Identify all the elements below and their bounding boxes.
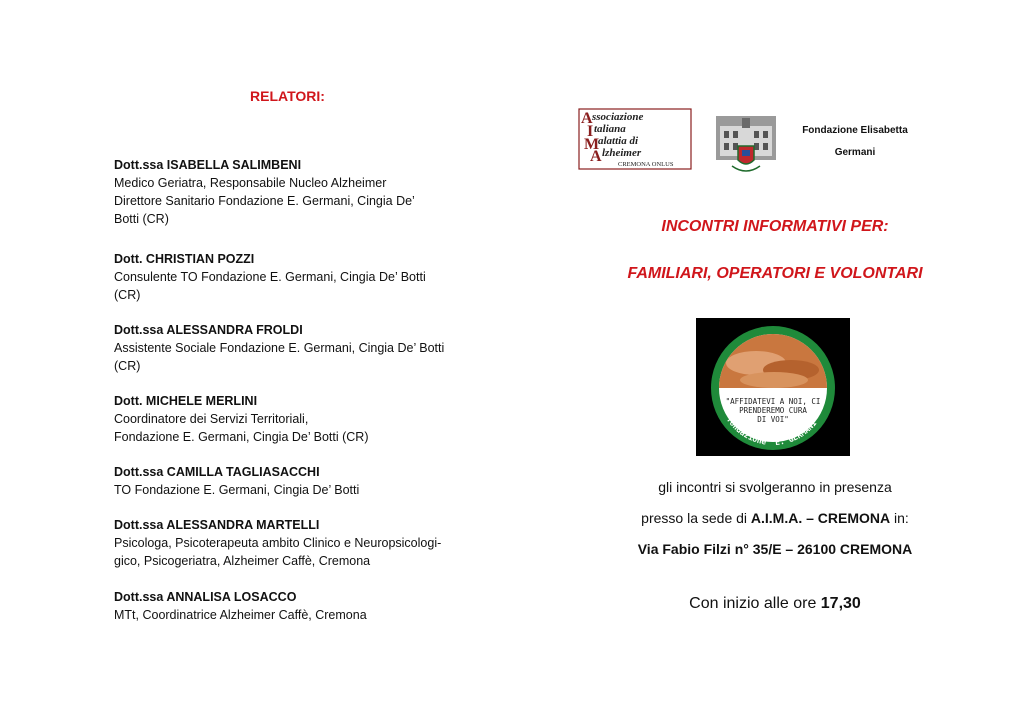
speaker-description: Psicologa, Psicoterapeuta ambito Clinico e Neuropsicologi- gico, Psicogeriatra, Alzheimer Caffè, Cremona: [114, 536, 442, 568]
speaker-description: Medico Geriatra, Responsabile Nucleo Alzheimer Direttore Sanitario Fondazione E. Germani, Cingia De’ Botti (CR): [114, 176, 415, 226]
speaker-description: Assistente Sociale Fondazione E. Germani, Cingia De’ Botti (CR): [114, 341, 445, 373]
fondazione-name: [790, 120, 920, 164]
speaker-entry: [114, 463, 474, 499]
info-time-pre: Con inizio alle ore: [689, 595, 821, 612]
speaker-entry: [114, 321, 474, 375]
speaker-name: Dott.ssa ANNALISA LOSACCO: [114, 590, 297, 604]
aima-subtitle: CREMONA ONLUS: [618, 161, 674, 168]
headline-incontri: INCONTRI INFORMATIVI PER:: [661, 218, 889, 235]
speaker-description: TO Fondazione E. Germani, Cingia De’ Botti: [114, 483, 360, 497]
aima-letter-i: I: [587, 123, 594, 140]
badge-quote-line2: PRENDEREMO CURA: [739, 406, 807, 415]
aima-word: taliana: [594, 123, 626, 135]
speaker-description: Coordinatore dei Servizi Territoriali, Fondazione E. Germani, Cingia De’ Botti (CR): [114, 412, 369, 444]
fondazione-name-line1: Fondazione Elisabetta: [802, 125, 908, 136]
aima-word: ssociazione: [592, 111, 644, 123]
aima-logo: [578, 108, 692, 170]
speaker-entry: [114, 392, 474, 446]
fondazione-badge-image: [696, 318, 850, 456]
badge-quote-line3: DI VOI": [757, 415, 789, 424]
aima-word: alattia di: [598, 135, 639, 147]
speaker-entry: [114, 250, 474, 304]
info-time-value: 17,30: [820, 595, 861, 612]
info-line-venue: [600, 510, 950, 526]
badge-ring-text: fondazione "E. GERMANI": [724, 415, 822, 447]
info-venue-name: A.I.M.A. – CREMONA: [750, 510, 891, 526]
info-line-presence: gli incontri si svolgeranno in presenza: [658, 479, 892, 495]
speaker-description: MTt, Coordinatrice Alzheimer Caffè, Cremona: [114, 608, 367, 622]
speaker-name: Dott.ssa ALESSANDRA MARTELLI: [114, 518, 320, 532]
aima-word: lzheimer: [602, 147, 642, 159]
speaker-entry: [114, 516, 474, 570]
speaker-name: Dott.ssa ISABELLA SALIMBENI: [114, 158, 302, 172]
speaker-entry: [114, 156, 474, 228]
aima-letter-a2: A: [590, 148, 602, 165]
speaker-description: Consulente TO Fondazione E. Germani, Cingia De’ Botti (CR): [114, 270, 426, 302]
speaker-name: Dott.ssa CAMILLA TAGLIASACCHI: [114, 465, 320, 479]
relatori-title: RELATORI:: [250, 88, 325, 104]
speaker-name: Dott. MICHELE MERLINI: [114, 394, 258, 408]
aima-letter-a: A: [581, 110, 593, 127]
fondazione-building-logo: [716, 116, 776, 178]
speaker-entry: [114, 588, 474, 624]
aima-letter-m: M: [584, 136, 600, 153]
speaker-name: Dott. CHRISTIAN POZZI: [114, 252, 255, 266]
info-venue-pre: presso la sede di: [641, 510, 751, 526]
fondazione-name-line2: Germani: [834, 147, 876, 158]
info-venue-post: in:: [890, 510, 909, 526]
info-start-time: [600, 595, 950, 613]
info-address: Via Fabio Filzi n° 35/E – 26100 CREMONA: [637, 541, 913, 557]
badge-quote-line1: "AFFIDATEVI A NOI, CI: [725, 397, 821, 406]
speaker-name: Dott.ssa ALESSANDRA FROLDI: [114, 323, 303, 337]
headline-audience: FAMILIARI, OPERATORI E VOLONTARI: [627, 265, 923, 282]
